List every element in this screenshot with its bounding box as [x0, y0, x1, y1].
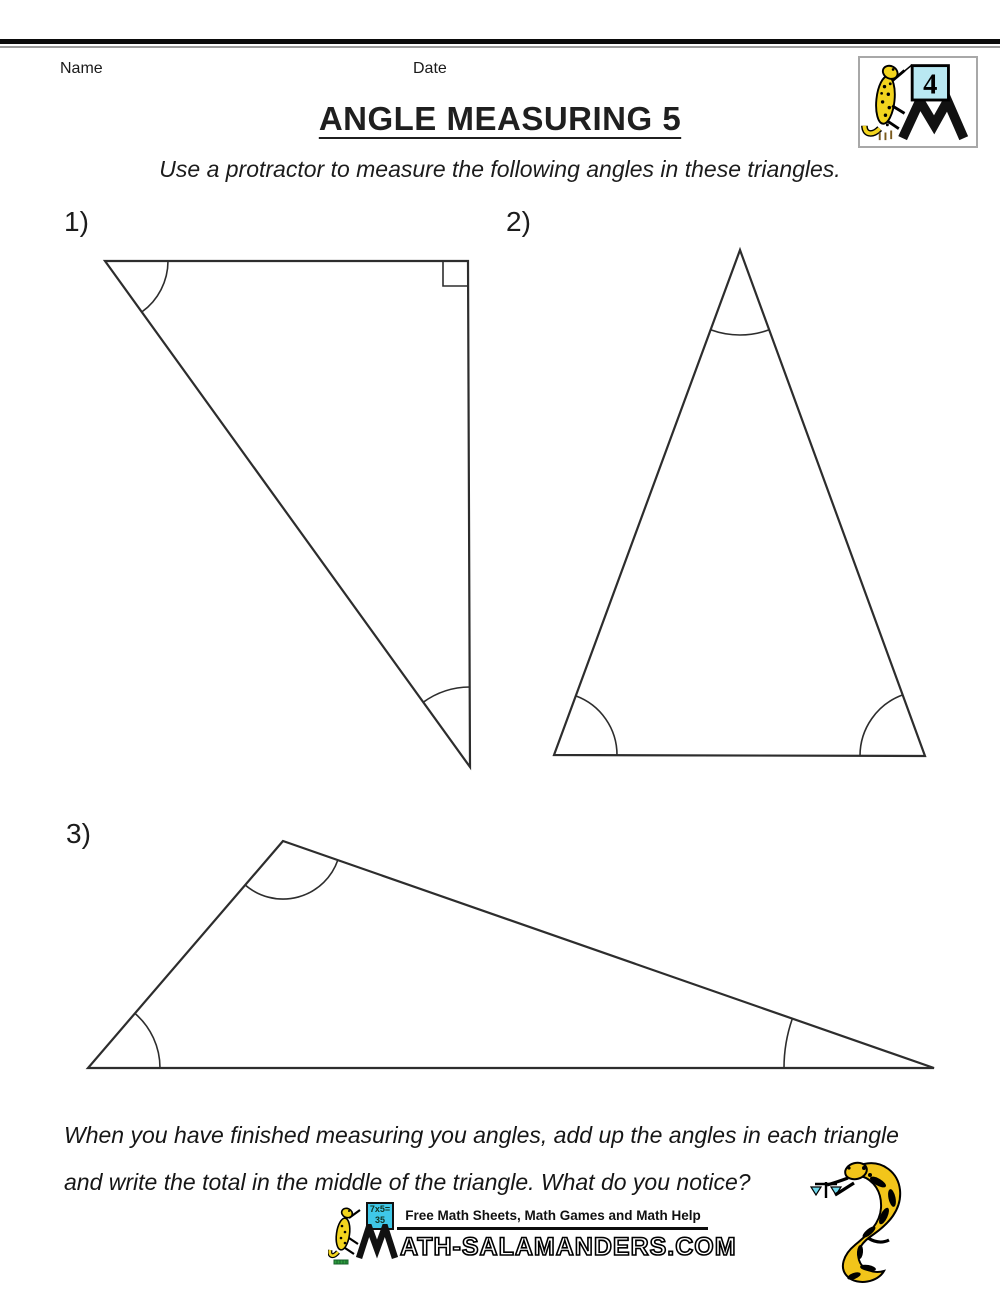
name-label: Name	[60, 60, 103, 77]
math-fact-bottom: 35	[374, 1215, 385, 1225]
site-name: ATH-SALAMANDERS.COM	[400, 1233, 737, 1261]
closing-line-2: and write the total in the middle of the triangle. What do you notice?	[64, 1169, 751, 1195]
triangle-1-label: 1)	[64, 206, 89, 237]
triangle-3-angle-arc	[245, 860, 338, 899]
grade-number: 4	[923, 68, 938, 101]
footer-tagline: Free Math Sheets, Math Games and Math Help	[405, 1208, 701, 1223]
triangle-2-outline	[554, 250, 925, 756]
math-fact-top: 7x5=	[369, 1204, 391, 1214]
closing-line-1: When you have finished measuring you angles, add up the angles in each triangle	[64, 1122, 899, 1148]
triangle-1-angle-arc	[142, 261, 168, 312]
triangle-3-angle-arc	[784, 1019, 792, 1068]
triangle-1-outline	[105, 261, 470, 767]
date-label: Date	[413, 60, 447, 77]
scales-salamander-icon	[810, 1156, 928, 1294]
triangle-2-angle-arc	[711, 330, 770, 335]
triangle-3-outline	[88, 841, 934, 1068]
instruction-text: Use a protractor to measure the following angles in these triangles.	[159, 156, 841, 182]
triangle-1-right-angle-marker	[443, 261, 468, 286]
triangle-2-angle-arc	[576, 696, 617, 755]
page-title: ANGLE MEASURING 5	[318, 100, 682, 137]
footer-m-logo-icon	[356, 1224, 398, 1261]
triangle-3-angle-arc	[135, 1013, 160, 1068]
triangle-3-label: 3)	[66, 818, 91, 849]
triangle-2-angle-arc	[860, 695, 903, 756]
triangle-2-label: 2)	[506, 206, 531, 237]
triangle-1-angle-arc	[423, 687, 469, 702]
footer-divider	[397, 1227, 708, 1230]
